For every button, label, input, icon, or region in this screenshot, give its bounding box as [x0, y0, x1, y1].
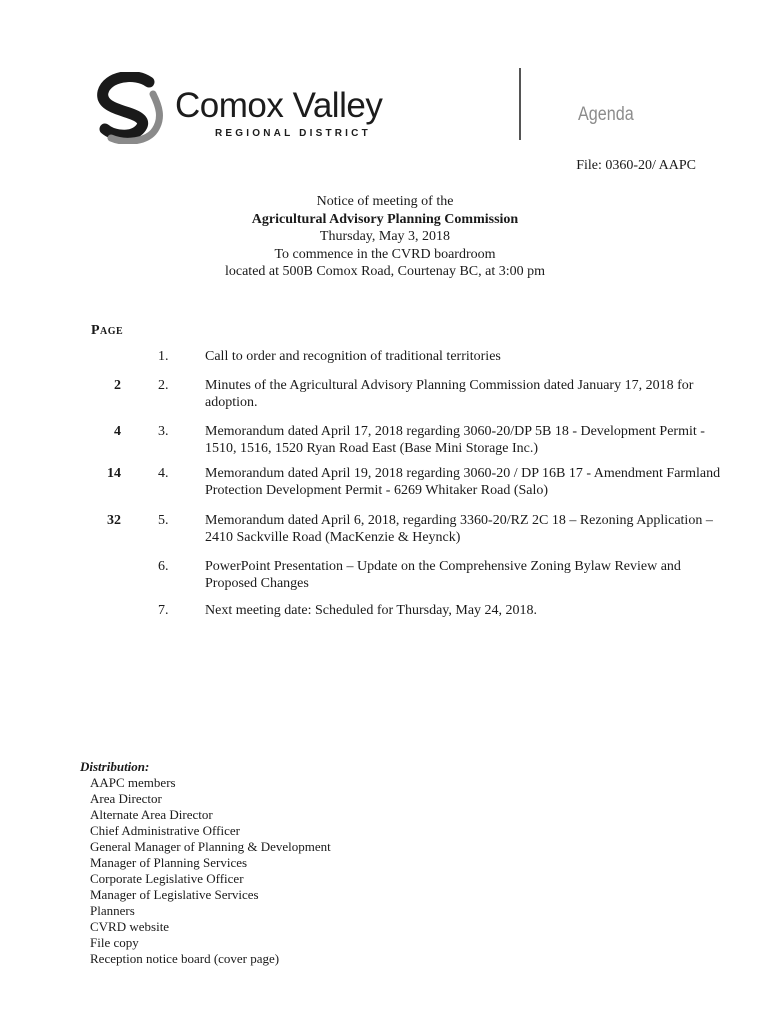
agenda-item-text: Call to order and recognition of traditional territories: [205, 349, 501, 364]
distribution-item: Alternate Area Director: [90, 807, 213, 822]
agenda-item-number: 5.: [158, 513, 169, 528]
distribution-item: Manager of Legislative Services: [90, 887, 259, 902]
page-column-heading: Page: [91, 323, 124, 338]
agenda-item-page: 4: [114, 424, 121, 439]
agenda-item-page: 32: [107, 513, 121, 528]
organization-logo: [95, 68, 395, 148]
distribution-item: Planners: [90, 903, 135, 918]
agenda-item-page: 2: [114, 378, 121, 393]
swoosh-logo-icon: [95, 72, 167, 144]
distribution-item: AAPC members: [90, 775, 176, 790]
meeting-location: located at 500B Comox Road, Courtenay BC, at 3:00 pm: [224, 264, 546, 279]
distribution-item: CVRD website: [90, 919, 170, 934]
agenda-item-number: 2.: [158, 378, 169, 393]
agenda-item-number: 4.: [158, 466, 169, 481]
distribution-item: Chief Administrative Officer: [90, 823, 240, 838]
agenda-item-number: 7.: [158, 603, 169, 618]
agenda-item-text: Minutes of the Agricultural Advisory Planning Commission dated January 17, 2018 for adoption.: [205, 378, 694, 410]
notice-line: Notice of meeting of the: [316, 194, 454, 209]
agenda-item-text: PowerPoint Presentation – Update on the Comprehensive Zoning Bylaw Review and Proposed Changes: [205, 559, 681, 591]
agenda-item-page: 14: [107, 466, 121, 481]
distribution-item: Reception notice board (cover page): [90, 951, 280, 966]
agenda-item-number: 6.: [158, 559, 169, 574]
meeting-notice: [0, 193, 770, 281]
meeting-date: Thursday, May 3, 2018: [319, 229, 451, 244]
distribution-item: File copy: [90, 935, 139, 950]
distribution-item: Corporate Legislative Officer: [90, 871, 244, 886]
agenda-item-text: Memorandum dated April 19, 2018 regarding 3060-20 / DP 16B 17 - Amendment Farmland Protection Development Permit - 6269 Whitaker Road (Salo): [205, 466, 721, 498]
distribution-item: General Manager of Planning & Development: [90, 839, 331, 854]
agenda-item-number: 3.: [158, 424, 169, 439]
agenda-item-text: Memorandum dated April 17, 2018 regarding 3060-20/DP 5B 18 - Development Permit - 1510, 1516, 1520 Ryan Road East (Base Mini Storage Inc.): [205, 424, 705, 456]
file-reference: File: 0360-20/ AAPC: [576, 158, 696, 173]
logo-name: Comox Valley: [175, 86, 383, 125]
logo-subtitle: REGIONAL DISTRICT: [215, 128, 371, 139]
header-divider: [519, 68, 521, 140]
distribution-list: [80, 775, 331, 967]
agenda-item-text: Memorandum dated April 6, 2018, regarding 3360-20/RZ 2C 18 – Rezoning Application – 2410 Sackville Road (MacKenzie & Heynck): [205, 513, 713, 545]
agenda-item-number: 1.: [158, 349, 169, 364]
distribution-section: [80, 759, 331, 967]
distribution-item: Manager of Planning Services: [90, 855, 248, 870]
meeting-venue: To commence in the CVRD boardroom: [274, 246, 496, 262]
distribution-item: Area Director: [90, 791, 162, 806]
distribution-title: Distribution:: [80, 759, 150, 774]
agenda-item-text: Next meeting date: Scheduled for Thursday, May 24, 2018.: [205, 603, 538, 618]
document-type: Agenda: [578, 104, 634, 125]
commission-name: Agricultural Advisory Planning Commission: [251, 211, 519, 227]
